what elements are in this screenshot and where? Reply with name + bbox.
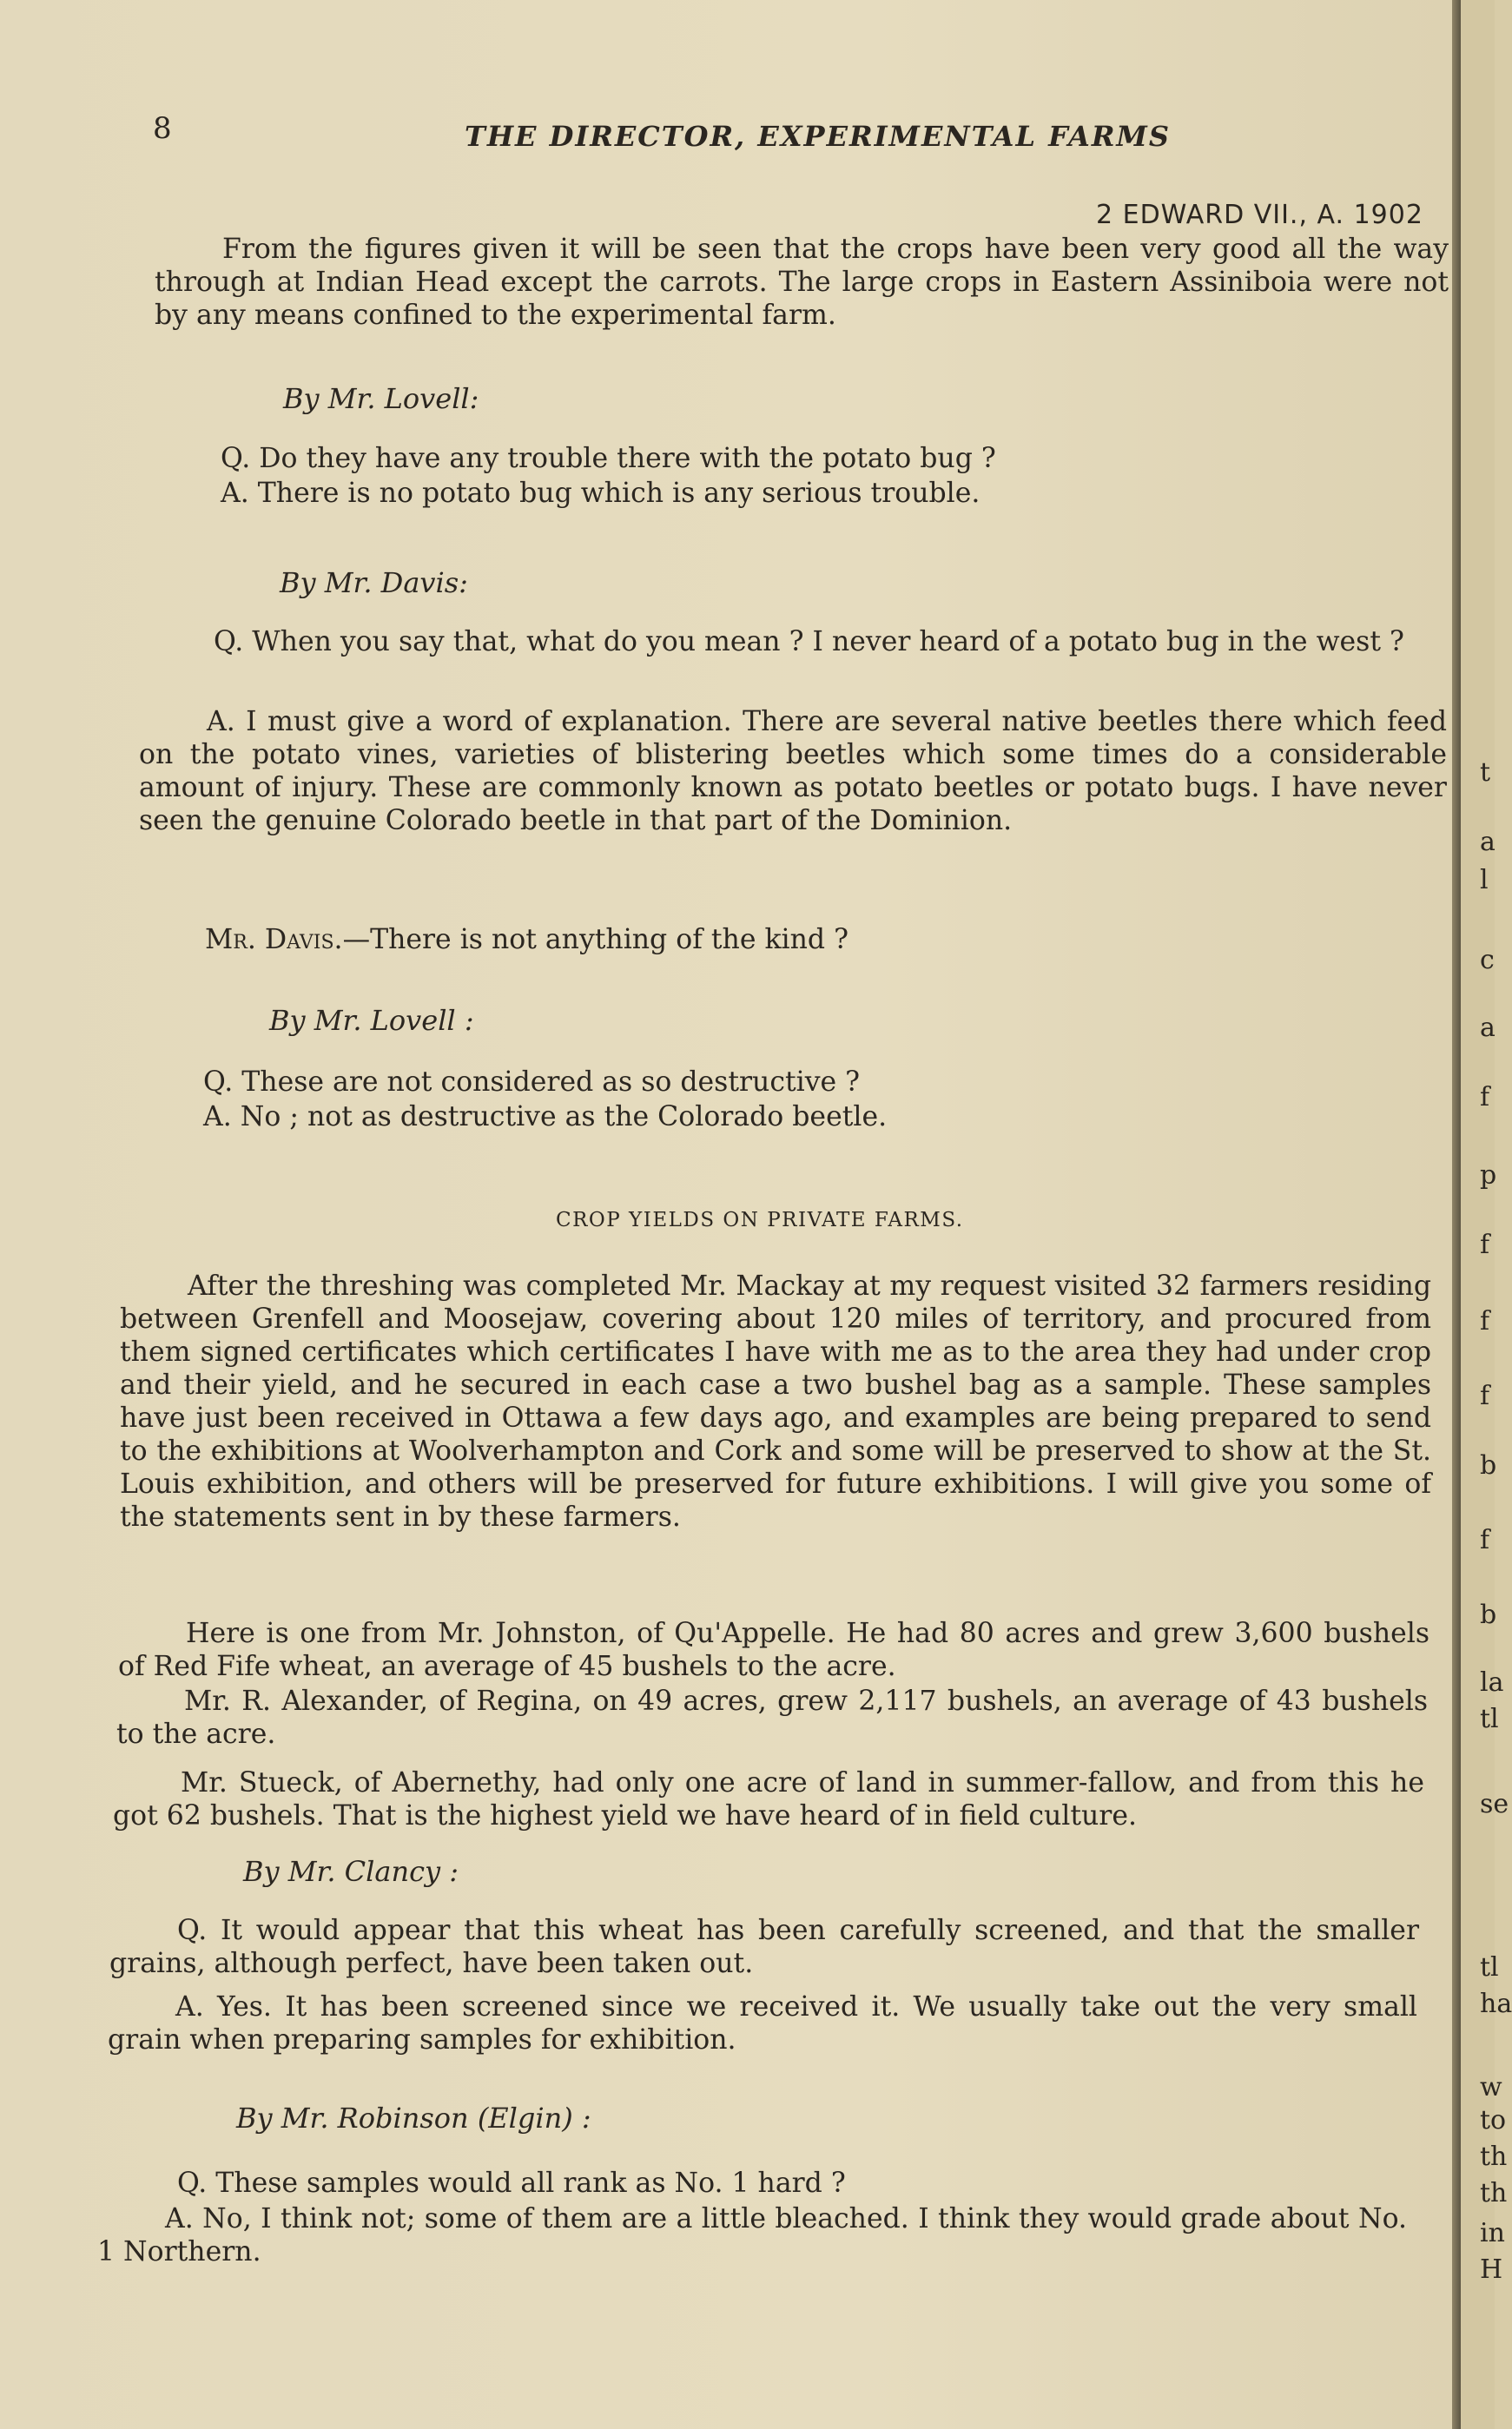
binding-gutter (1452, 0, 1461, 2429)
johnston-paragraph: Here is one from Mr. Johnston, of Qu'Appelle. He had 80 acres and grew 3,600 bushels of Red Fife wheat, an average of 45 bushels to the acre. (118, 1618, 1429, 1682)
edge-text: t (1480, 757, 1491, 788)
edge-text: tl (1480, 1704, 1499, 1734)
edge-text: in (1480, 2218, 1505, 2248)
edge-text: f (1480, 1525, 1490, 1555)
speaker-heading-lovell-2: By Mr. Lovell : (269, 1004, 474, 1037)
answer-paragraph: A. I must give a word of explanation. There are several native beetles there which feed on the potato vines, varieties of blistering beetles which some times do a considerable amount of injury. These are commonly known as potato beetles or potato bugs. I have never seen the genuine Colorado beetle in that part of the Dominion. (139, 706, 1447, 836)
edge-text: a (1480, 827, 1495, 857)
edge-text: l (1480, 865, 1489, 895)
edge-text: c (1480, 945, 1495, 975)
edge-text: se (1480, 1789, 1509, 1819)
intro-paragraph: From the figures given it will be seen that the crops have been very good all the way through at Indian Head except the carrots. The large crops in Eastern Assiniboia were not by any means confined to the experimental farm. (155, 234, 1449, 331)
speaker-name: Mr. Davis. (205, 924, 343, 955)
edge-text: f (1480, 1381, 1490, 1411)
edge-text: f (1480, 1082, 1490, 1112)
edge-text: th (1480, 2142, 1508, 2172)
alexander-paragraph: Mr. R. Alexander, of Regina, on 49 acres, grew 2,117 bushels, an average of 43 bushels to the acre. (116, 1686, 1428, 1750)
edge-text: la (1480, 1667, 1504, 1698)
remark-text: —There is not anything of the kind ? (342, 924, 848, 955)
edge-text: th (1480, 2178, 1508, 2208)
edge-text: tl (1480, 1952, 1499, 1983)
stueck-paragraph: Mr. Stueck, of Abernethy, had only one acre of land in summer-fallow, and from this he got 62 bushels. That is the highest yield we have heard of in field culture. (113, 1767, 1424, 1832)
question-paragraph: Q. When you say that, what do you mean ? I never heard of a potato bug in the west ? (214, 626, 1404, 657)
edge-text: f (1480, 1230, 1490, 1260)
qa-block-2 (203, 1065, 887, 1134)
answer: A. No ; not as destructive as the Colorado beetle. (203, 1101, 888, 1132)
edge-text: ha (1480, 1989, 1512, 2019)
question: Q. These samples would all rank as No. 1 hard ? (177, 2168, 846, 2199)
answer: A. There is no potato bug which is any serious trouble. (221, 478, 980, 509)
edge-text: p (1480, 1160, 1497, 1191)
page-number: 8 (153, 111, 172, 146)
running-title: THE DIRECTOR, EXPERIMENTAL FARMS (465, 120, 1171, 153)
qa-block-1 (221, 441, 996, 511)
speaker-heading-clancy: By Mr. Clancy : (243, 1855, 459, 1888)
speaker-heading-davis: By Mr. Davis: (280, 566, 468, 599)
clancy-answer: A. Yes. It has been screened since we received it. We usually take out the very small grain when preparing samples for exhibition. (108, 1991, 1417, 2056)
clancy-question: Q. It would appear that this wheat has been carefully screened, and that the smaller grains, although perfect, have been taken out. (109, 1915, 1419, 1979)
robinson-question (177, 2166, 846, 2201)
section-heading: CROP YIELDS ON PRIVATE FARMS. (556, 1209, 964, 1231)
davis-remark (205, 922, 848, 957)
facing-page-edge (1461, 0, 1512, 2429)
question: Q. Do they have any trouble there with the potato bug ? (221, 443, 996, 474)
question: Q. These are not considered as so destructive ? (203, 1066, 861, 1098)
edge-text: to (1480, 2105, 1507, 2135)
edge-text: w (1480, 2072, 1502, 2102)
edge-text: H (1480, 2254, 1503, 2285)
edge-text: b (1480, 1450, 1497, 1481)
threshing-paragraph: After the threshing was completed Mr. Mackay at my request visited 32 farmers residing between Grenfell and Moosejaw, covering about 120 miles of territory, and procured from them signed certificates which certificates I have with me as to the area they had under crop and their yield, and he secured in each case a two bushel bag as a sample. These samples have just been received in Ottawa a few days ago, and examples are being prepared to send to the exhibitions at Woolverhampton and Cork and some will be preserved to show at the St. Louis exhibition, and others will be preserved for future exhibitions. I will give you some of the statements sent in by these farmers. (120, 1271, 1431, 1533)
edge-text: b (1480, 1600, 1497, 1630)
edge-text: f (1480, 1306, 1490, 1337)
robinson-answer: A. No, I think not; some of them are a little bleached. I think they would grade about No. 1 Northern. (97, 2203, 1407, 2267)
speaker-heading-lovell: By Mr. Lovell: (283, 382, 479, 415)
session-label: 2 EDWARD VII., A. 1902 (1096, 200, 1423, 230)
speaker-heading-robinson: By Mr. Robinson (Elgin) : (236, 2102, 591, 2135)
edge-text: a (1480, 1013, 1495, 1043)
